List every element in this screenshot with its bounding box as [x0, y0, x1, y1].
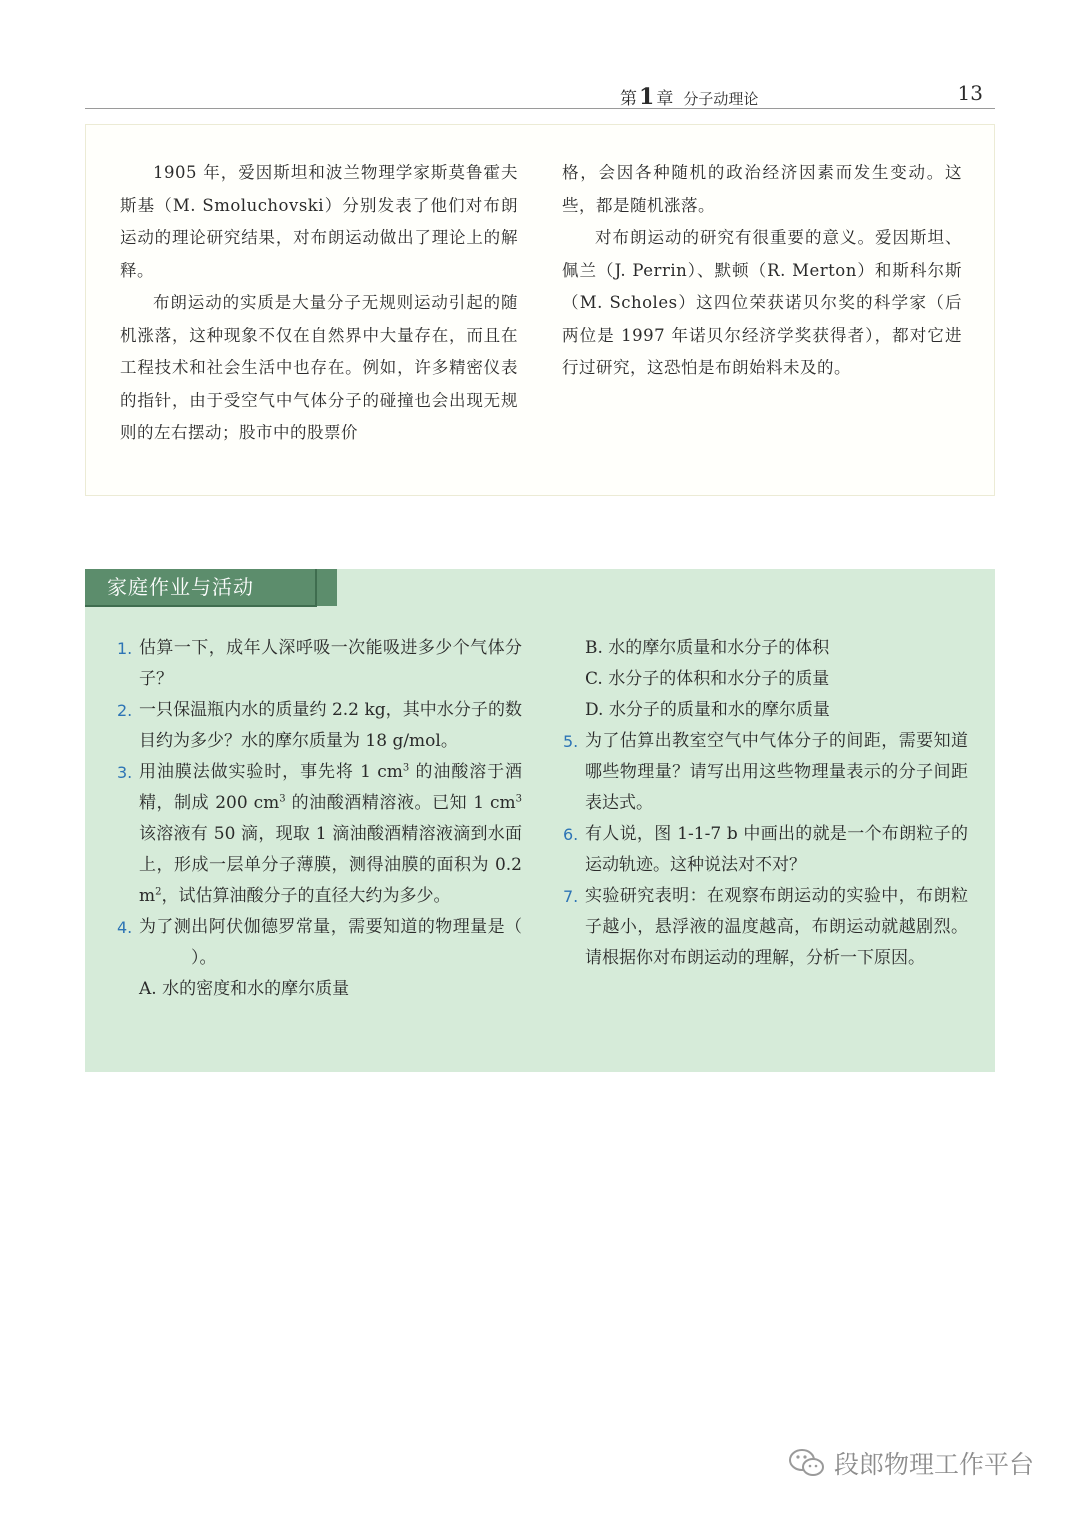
- question-text: 一只保温瓶内水的质量约 2.2 kg，其中水分子的数目约为多少？水的摩尔质量为 18 g/mol。: [139, 700, 522, 751]
- question-text: 为了测出阿伏伽德罗常量，需要知道的物理量是（: [139, 917, 522, 937]
- reading-right-column: [562, 157, 962, 385]
- title-underline: [85, 605, 317, 607]
- chapter-number: 1: [639, 84, 655, 110]
- question-6: [563, 819, 968, 881]
- watermark-text: 段郎物理工作平台: [834, 1450, 1035, 1479]
- reading-left-column: [120, 157, 518, 450]
- superscript: 3: [515, 793, 523, 805]
- question-text: 有人说，图 1-1-7 b 中画出的就是一个布朗粒子的运动轨迹。这种说法对不对？: [585, 824, 968, 875]
- superscript: 3: [279, 793, 286, 805]
- question-5: [563, 726, 968, 819]
- homework-left-column: [117, 633, 522, 1005]
- watermark: [788, 1443, 1034, 1483]
- option-c: C. 水分子的体积和水分子的质量: [585, 669, 830, 689]
- homework-section: [85, 569, 995, 1072]
- homework-title: 家庭作业与活动: [85, 569, 337, 606]
- question-3: [117, 757, 522, 912]
- question-4: [117, 912, 522, 974]
- page-header: [85, 78, 995, 109]
- question-number: 6.: [563, 825, 579, 844]
- question-number: 3.: [117, 763, 133, 782]
- question-text: 估算一下，成年人深呼吸一次能吸进多少个气体分子？: [139, 638, 522, 689]
- question-number: 5.: [563, 732, 579, 751]
- question-7: [563, 881, 968, 974]
- question-2: [117, 695, 522, 757]
- option-d: D. 水分子的质量和水的摩尔质量: [585, 700, 830, 720]
- reading-paragraph: 对布朗运动的研究有很重要的意义。爱因斯坦、佩兰（J. Perrin）、默顿（R. Merton）和斯科尔斯（M. Scholes）这四位荣获诺贝尔奖的科学家（后两位是 1997 年诺贝尔经济学奖获得者），都对它进行过研究，这恐怕是布朗始料未及的。: [562, 228, 962, 377]
- chapter-title: 分子动理论: [683, 90, 759, 108]
- chapter-prefix: 第: [620, 89, 637, 109]
- wechat-icon: [788, 1447, 826, 1479]
- superscript: 3: [402, 762, 410, 774]
- question-1: [117, 633, 522, 695]
- question-number: 7.: [563, 887, 579, 906]
- title-divider: [315, 569, 317, 606]
- homework-right-column: [563, 633, 968, 974]
- question-text: 的油酸溶于酒精，制成 200 cm: [139, 762, 523, 813]
- superscript: 2: [155, 886, 162, 898]
- question-number: 4.: [117, 918, 133, 937]
- question-text: ，试估算油酸分子的直径大约为多少。: [161, 886, 451, 906]
- reading-paragraph: 1905 年，爱因斯坦和波兰物理学家斯莫鲁霍夫斯基（M. Smoluchovski）分别发表了他们对布朗运动的理论研究结果，对布朗运动做出了理论上的解释。: [120, 163, 518, 280]
- option-a: A. 水的密度和水的摩尔质量: [139, 979, 350, 999]
- question-text-close: ）。: [191, 948, 217, 968]
- reading-paragraph-continued: 格，会因各种随机的政治经济因素而发生变动。这些，都是随机涨落。: [562, 163, 962, 215]
- chapter-heading: [620, 84, 758, 110]
- chapter-suffix: 章: [656, 89, 674, 109]
- question-text: 该溶液有 50 滴，现取 1 滴油酸酒精溶液滴到水面上，形成一层单分子薄膜，测得油膜的面积为 0.2 m: [139, 824, 522, 906]
- question-number: 2.: [117, 701, 133, 720]
- question-text: 为了估算出教室空气中气体分子的间距，需要知道哪些物理量？请写出用这些物理量表示的分子间距表达式。: [585, 731, 968, 813]
- reading-paragraph: 布朗运动的实质是大量分子无规则运动引起的随机涨落，这种现象不仅在自然界中大量存在，而且在工程技术和社会生活中也存在。例如，许多精密仪表的指针，由于受空气中气体分子的碰撞也会出现无规则的左右摆动；股市中的股票价: [120, 293, 518, 442]
- question-text: 的油酸酒精溶液。已知 1 cm: [285, 793, 516, 813]
- question-text: 实验研究表明：在观察布朗运动的实验中，布朗粒子越小，悬浮液的温度越高，布朗运动就越剧烈。请根据你对布朗运动的理解，分析一下原因。: [585, 886, 968, 968]
- reading-box: [85, 124, 995, 496]
- page-number: 13: [957, 81, 983, 105]
- option-b: B. 水的摩尔质量和水分子的体积: [585, 638, 830, 658]
- question-text: 用油膜法做实验时，事先将 1 cm: [139, 762, 403, 782]
- question-number: 1.: [117, 639, 133, 658]
